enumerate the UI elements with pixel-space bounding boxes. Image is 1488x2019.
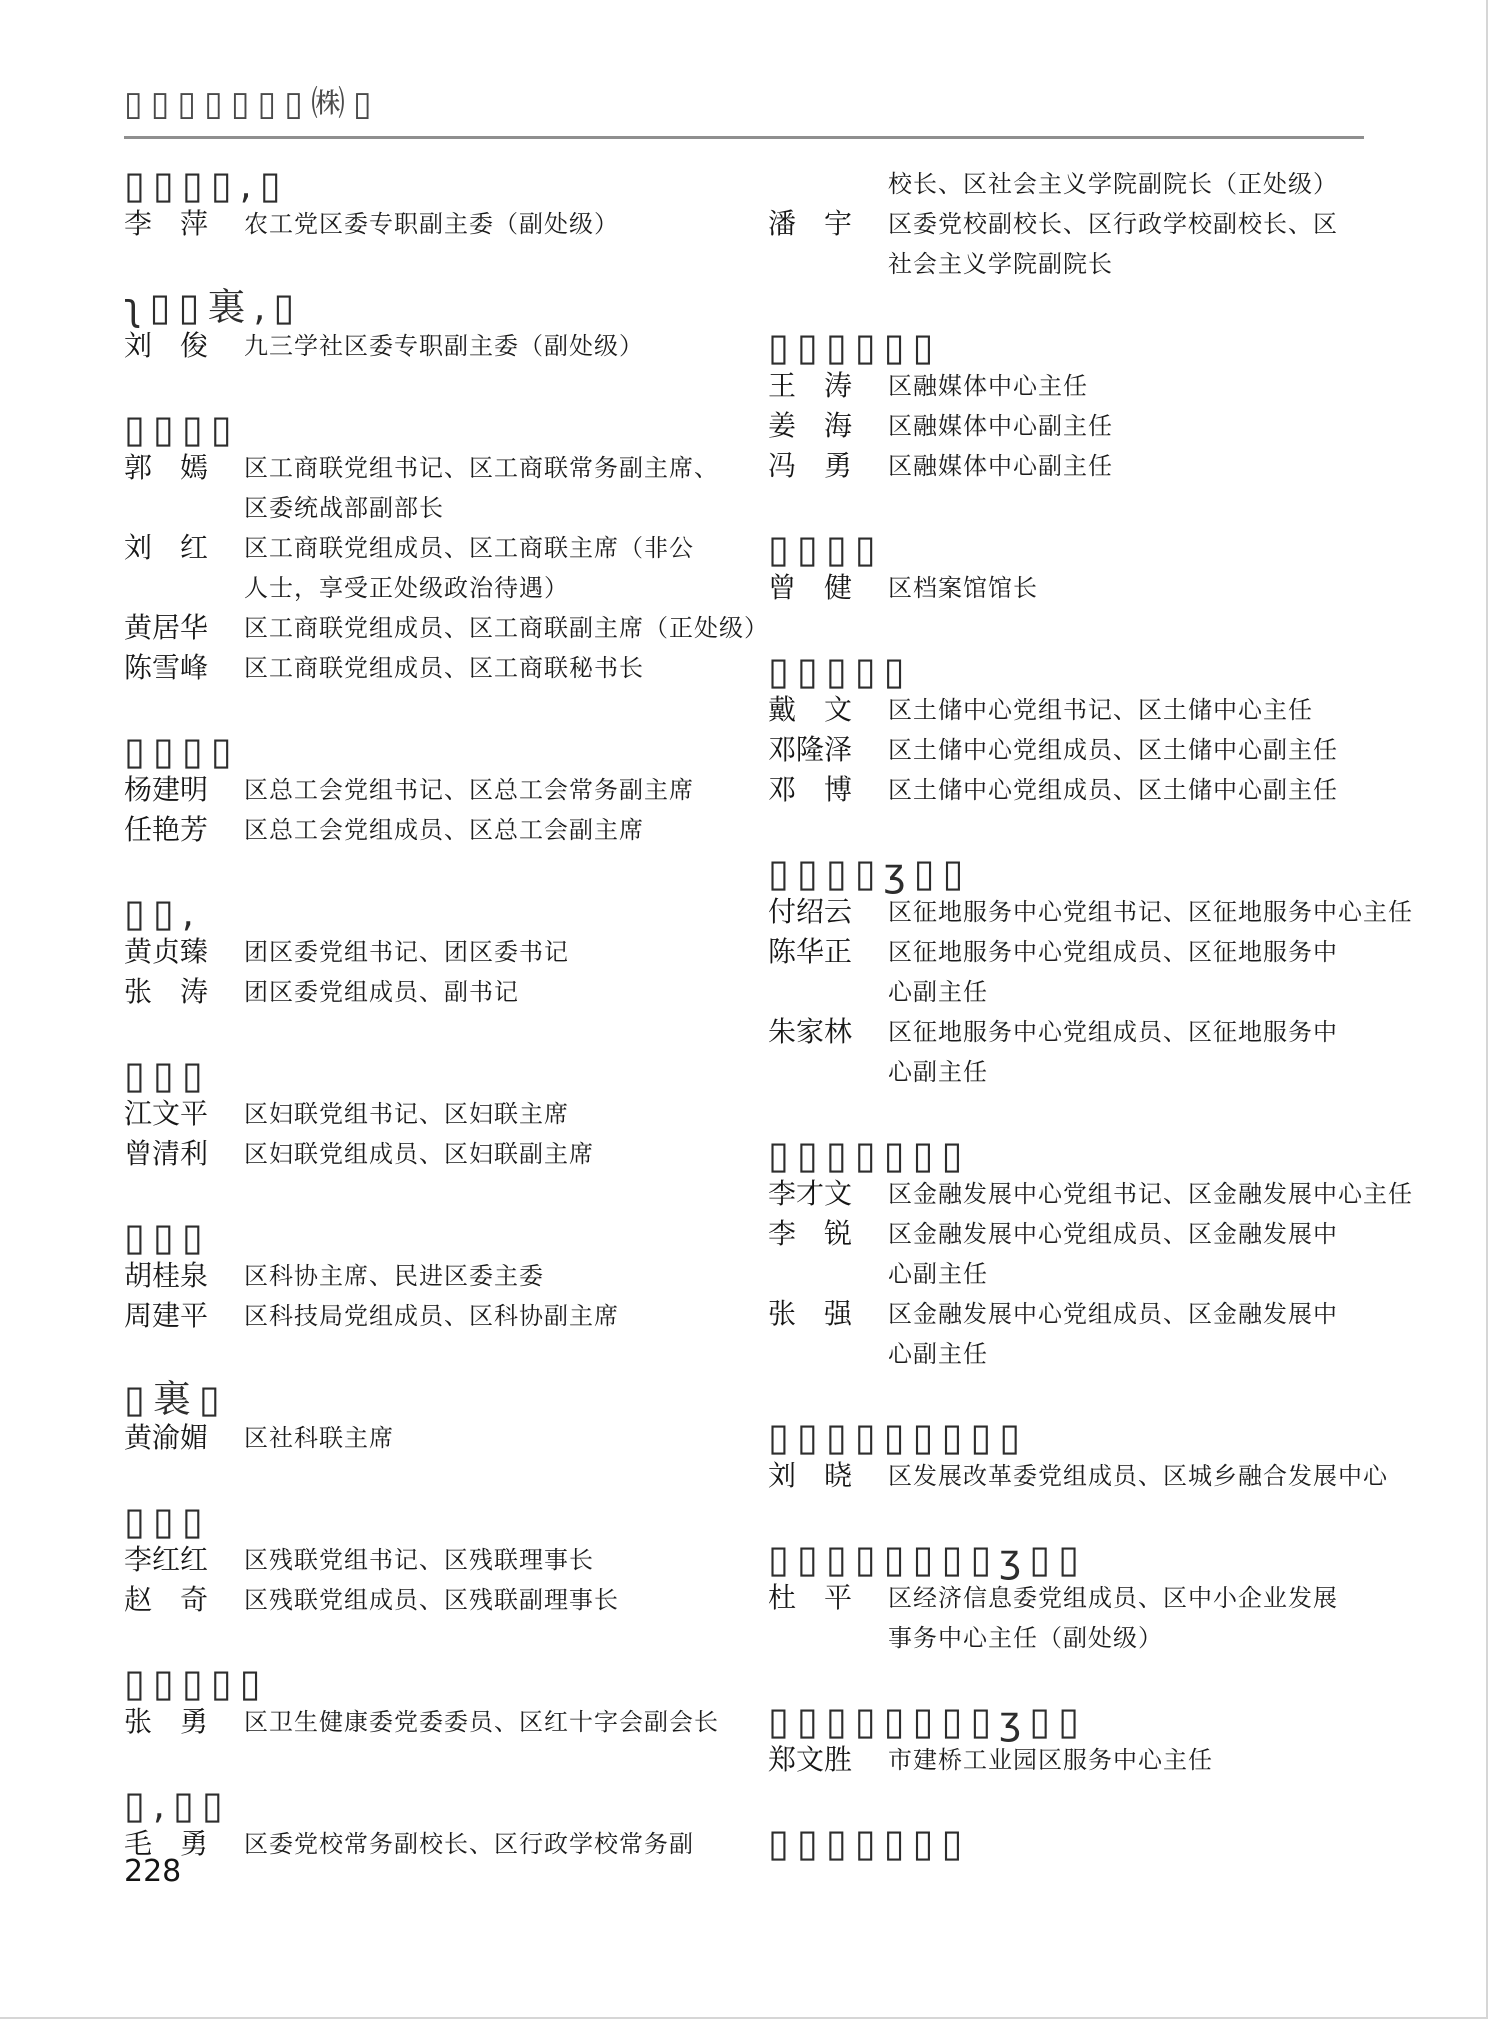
title-line: 区总工会党组书记、区总工会常务副主席 [244,778,694,804]
title-line: 区金融发展中心党组成员、区金融发展中 [888,1222,1338,1248]
title-line: 团区委党组成员、副书记 [244,980,519,1006]
person-entry [768,407,1364,447]
directory-section [124,1785,710,1865]
person-title [888,1579,1364,1659]
title-line: 区征地服务中心党组成员、区征地服务中 [888,940,1338,966]
title-line: 心副主任 [888,1262,988,1288]
person-title [244,1541,710,1581]
person-title [888,1295,1364,1375]
person-name: 刘 俊 [124,331,209,362]
title-line: 区残联党组书记、区残联理事长 [244,1548,594,1574]
person-entry [768,893,1413,933]
person-entry [124,1297,710,1337]
person-entry [768,771,1364,811]
person-name: 黄居华 [124,613,209,644]
person-title [888,1457,1388,1497]
person-title [244,327,710,367]
person-name: 张 勇 [124,1707,209,1738]
title-line: 区工商联党组成员、区工商联副主席（正处级） [244,616,769,642]
person-title [244,649,710,689]
left-column [124,163,769,1865]
title-line: 社会主义学院副院长 [888,252,1113,278]
title-line: 九三学社区委专职副主委（副处级） [244,334,644,360]
person-title [244,1581,710,1621]
person-title [244,1095,710,1135]
directory-section [768,851,1413,1093]
person-entry [768,205,1364,285]
person-name: 赵 奇 [124,1585,209,1616]
person-entry [768,933,1364,1013]
directory-section [768,1823,1364,1863]
title-line: 区残联党组成员、区残联副理事长 [244,1588,619,1614]
person-title [888,731,1364,771]
person-name: 付绍云 [768,897,853,928]
person-entry [768,1215,1364,1295]
person-title [244,771,710,811]
person-title [244,1257,710,1297]
section-heading-glyphs: ▯▯▯▯ [124,407,240,451]
person-entry [768,569,1364,609]
person-title [888,367,1364,407]
section-heading-glyphs: ▯,▯▯ [124,1783,231,1827]
person-title [244,811,710,851]
directory-section [124,1501,710,1621]
person-name: 陈雪峰 [124,653,209,684]
person-name: 陈华正 [768,937,853,968]
title-line: 区社科联主席 [244,1426,394,1452]
person-name: 戴 文 [768,695,853,726]
header-rule [124,136,1364,139]
person-name: 李红红 [124,1545,209,1576]
section-heading-glyphs: ▯▯▯▯▯▯▯▯ʒ▯▯ [768,1699,1088,1743]
person-title [244,933,710,973]
person-title [888,165,1364,205]
person-entry [124,609,769,649]
person-title [244,205,710,245]
section-heading-glyphs: ▯▯▯▯ [768,527,884,571]
person-entry [124,1703,719,1743]
person-entry [768,165,1364,205]
section-heading-glyphs: ▯▯▯▯ʒ▯▯ [768,851,972,895]
title-line: 区征地服务中心党组书记、区征地服务中心主任 [888,900,1413,926]
section-heading-glyphs: ▯▯▯ [124,1053,211,1097]
person-title [888,569,1364,609]
title-line: 团区委党组书记、团区委书记 [244,940,569,966]
person-name: 曾 健 [768,573,853,604]
title-line: 区征地服务中心党组成员、区征地服务中 [888,1020,1338,1046]
person-name: 周建平 [124,1301,209,1332]
title-line: 区委党校常务副校长、区行政学校常务副 [244,1832,694,1858]
person-entry [124,529,710,609]
directory-section [124,287,710,367]
directory-section [124,1055,710,1175]
page-number: 228 [124,1854,182,1889]
person-title [244,1297,710,1337]
title-line: 区委统战部副部长 [244,496,444,522]
person-title [244,1135,710,1175]
person-entry [124,1135,710,1175]
person-title [244,1825,710,1865]
title-line: 市建桥工业园区服务中心主任 [888,1748,1213,1774]
section-heading-glyphs: ▯▯, [124,891,202,935]
person-title [244,1703,719,1743]
person-entry [768,1175,1413,1215]
person-name: 杨建明 [124,775,209,806]
person-title [888,447,1364,487]
title-line: 区总工会党组成员、区总工会副主席 [244,818,644,844]
title-line: 区工商联党组成员、区工商联主席（非公 [244,536,694,562]
section-heading-glyphs: ʅ▯▯裏,▯ [124,285,303,329]
person-name: 任艳芳 [124,815,209,846]
directory-section [124,1217,710,1337]
person-name: 曾清利 [124,1139,209,1170]
directory-section [124,1661,719,1743]
title-line: 区金融发展中心党组书记、区金融发展中心主任 [888,1182,1413,1208]
section-heading-glyphs: ▯▯▯▯▯ [124,1661,269,1705]
person-name: 杜 平 [768,1583,853,1614]
section-heading-glyphs: ▯▯▯▯▯ [768,649,913,693]
person-entry [124,1825,710,1865]
person-entry [124,811,710,851]
person-entry [768,731,1364,771]
person-entry [124,449,719,529]
directory-section [124,165,710,245]
person-name: 张 涛 [124,977,209,1008]
person-entry [124,327,710,367]
person-entry [124,1581,710,1621]
section-heading-glyphs: ▯▯▯▯▯▯▯▯▯ [768,1415,1029,1459]
title-line: 区科协主席、民进区委主委 [244,1264,544,1290]
title-line: 区档案馆馆长 [888,576,1038,602]
person-name: 邓 博 [768,775,853,806]
title-line: 心副主任 [888,1060,988,1086]
person-entry [124,973,710,1013]
person-name: 姜 海 [768,411,853,442]
person-title [244,449,719,529]
section-heading-glyphs: ▯▯▯▯▯▯▯ [768,1133,971,1177]
title-line: 人士，享受正处级政治待遇） [244,576,569,602]
person-name: 黄渝媚 [124,1423,209,1454]
title-line: 区发展改革委党组成员、区城乡融合发展中心 [888,1464,1388,1490]
person-title [888,691,1364,731]
person-title [888,1215,1364,1295]
directory-section [124,731,710,851]
person-name: 李 萍 [124,209,209,240]
person-entry [124,771,710,811]
person-entry [124,1095,710,1135]
person-name: 朱家林 [768,1017,853,1048]
section-heading-glyphs: ▯▯▯▯▯▯▯ [768,1821,971,1865]
person-title [888,933,1364,1013]
directory-section [124,893,710,1013]
person-name: 刘 晓 [768,1461,853,1492]
directory-section [768,327,1364,487]
person-name: 冯 勇 [768,451,853,482]
title-line: 区科技局党组成员、区科协副主席 [244,1304,619,1330]
directory-section [768,1701,1364,1781]
title-line: 心副主任 [888,980,988,1006]
person-name: 王 涛 [768,371,853,402]
person-entry [768,367,1364,407]
directory-section [124,407,769,689]
person-name: 李才文 [768,1179,853,1210]
two-column-body [124,163,1413,1865]
directory-section [768,1415,1388,1497]
person-title [888,893,1413,933]
title-line: 农工党区委专职副主委（副处级） [244,212,619,238]
person-title [888,771,1364,811]
directory-section [768,165,1364,285]
person-entry [124,205,710,245]
person-name: 黄贞臻 [124,937,209,968]
person-title [244,1419,710,1459]
person-title [244,609,769,649]
person-entry [768,691,1364,731]
title-line: 区金融发展中心党组成员、区金融发展中 [888,1302,1338,1328]
directory-section [124,1379,710,1459]
title-line: 区融媒体中心副主任 [888,454,1113,480]
person-name: 毛 勇 [124,1829,209,1860]
title-line: 区经济信息委党组成员、区中小企业发展 [888,1586,1338,1612]
person-entry [768,1741,1364,1781]
person-name: 郑文胜 [768,1745,853,1776]
title-line: 区妇联党组成员、区妇联副主席 [244,1142,594,1168]
directory-section [768,529,1364,609]
title-line: 区融媒体中心主任 [888,374,1088,400]
person-name: 张 强 [768,1299,853,1330]
title-line: 心副主任 [888,1342,988,1368]
directory-section [768,651,1364,811]
person-entry [124,1419,710,1459]
person-entry [768,447,1364,487]
right-column [768,165,1413,1865]
person-title [888,1175,1413,1215]
title-line: 区土储中心党组成员、区土储中心副主任 [888,738,1338,764]
title-line: 区委党校副校长、区行政学校副校长、区 [888,212,1338,238]
person-title [888,1013,1364,1093]
person-entry [124,1541,710,1581]
person-name: 潘 宇 [768,209,853,240]
person-entry [768,1579,1364,1659]
person-title [888,407,1364,447]
title-line: 区妇联党组书记、区妇联主席 [244,1102,569,1128]
person-entry [124,1257,710,1297]
directory-section [768,1133,1413,1375]
section-heading-glyphs: ▯▯▯▯,▯ [124,163,289,207]
title-line: 区卫生健康委党委委员、区红十字会副会长 [244,1710,719,1736]
person-entry [124,649,710,689]
page-header-title: ▯▯▯▯▯▯▯㈱▯ [124,84,380,124]
person-name: 李 锐 [768,1219,853,1250]
person-name: 邓隆泽 [768,735,853,766]
person-name: 胡桂泉 [124,1261,209,1292]
person-entry [124,933,710,973]
title-line: 事务中心主任（副处级） [888,1626,1163,1652]
person-entry [768,1457,1388,1497]
title-line: 区工商联党组书记、区工商联常务副主席、 [244,456,719,482]
section-heading-glyphs: ▯▯▯▯ [124,729,240,773]
title-line: 区土储中心党组书记、区土储中心主任 [888,698,1313,724]
person-name: 郭 嫣 [124,453,209,484]
directory-section [768,1539,1364,1659]
person-name: 刘 红 [124,533,209,564]
title-line: 区土储中心党组成员、区土储中心副主任 [888,778,1338,804]
section-heading-glyphs: ▯▯▯ [124,1499,211,1543]
section-heading-glyphs: ▯裏▯ [124,1377,228,1421]
title-line: 区工商联党组成员、区工商联秘书长 [244,656,644,682]
person-title [244,529,710,609]
person-title [244,973,710,1013]
person-entry [768,1295,1364,1375]
section-heading-glyphs: ▯▯▯▯▯▯▯▯ʒ▯▯ [768,1537,1088,1581]
person-title [888,1741,1364,1781]
title-line: 区融媒体中心副主任 [888,414,1113,440]
section-heading-glyphs: ▯▯▯▯▯▯ [768,325,942,369]
person-entry [768,1013,1364,1093]
person-title [888,205,1364,285]
person-name: 江文平 [124,1099,209,1130]
title-line: 校长、区社会主义学院副院长（正处级） [888,172,1338,198]
section-heading-glyphs: ▯▯▯ [124,1215,211,1259]
